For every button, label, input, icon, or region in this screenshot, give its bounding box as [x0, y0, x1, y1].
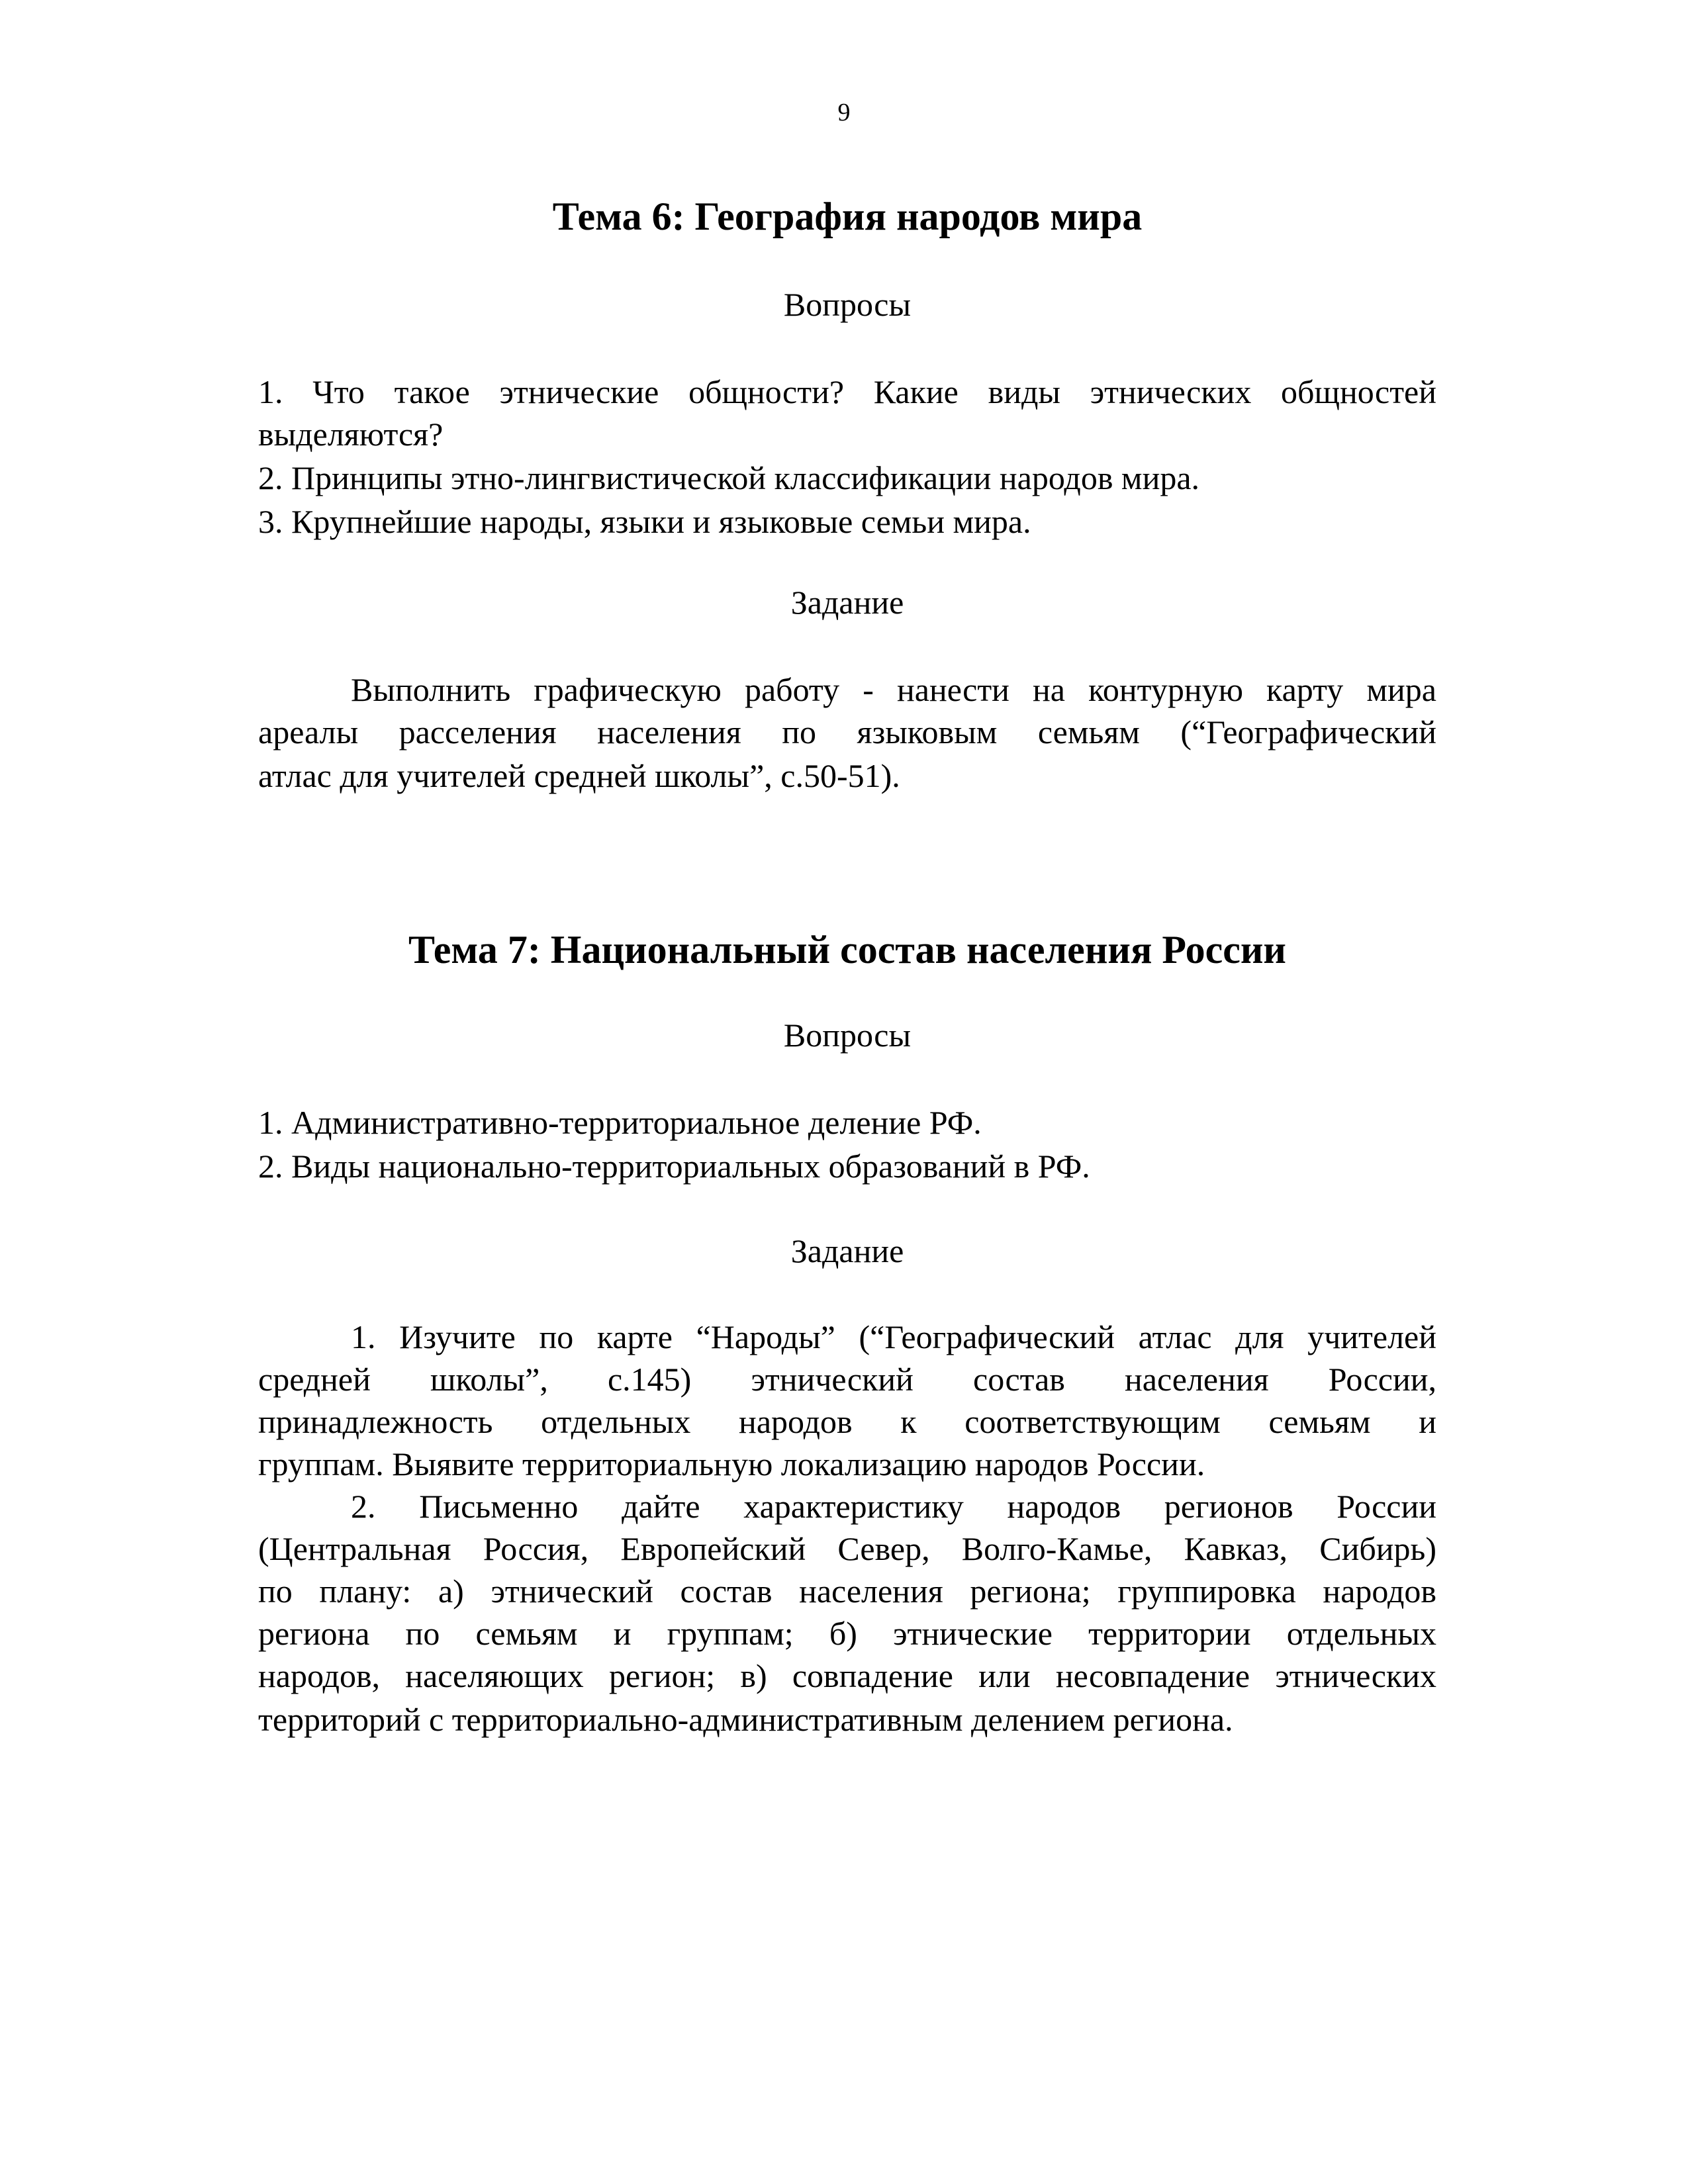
topic-6-title: Тема 6: География народов мира	[552, 195, 1143, 238]
topic-6-question-1-cont: выделяются?	[258, 416, 444, 453]
topic-7-task-label: Задание	[790, 1232, 904, 1269]
topic-7-task2-line-1: 2. Письменно дайте характеристику народов регионов России	[351, 1488, 1436, 1525]
topic-7-task2-line-6: территорий с территориально-административным делением региона.	[258, 1701, 1233, 1738]
topic-6-task-line-1: Выполнить графическую работу - нанести на контурную карту мира	[351, 671, 1436, 708]
topic-6-question-1: 1. Что такое этнические общности? Какие виды этнических общностей	[258, 373, 1436, 410]
topic-6-task-label: Задание	[790, 584, 904, 621]
topic-7-question-1: 1. Административно-территориальное деление РФ.	[258, 1104, 982, 1141]
topic-6-questions-label: Вопросы	[783, 286, 912, 323]
topic-7-question-2: 2. Виды национально-территориальных образований в РФ.	[258, 1148, 1090, 1185]
topic-7-title: Тема 7: Национальный состав населения России	[408, 928, 1286, 972]
topic-6-task-line-2: ареалы расселения населения по языковым семьям (“Географический	[258, 713, 1436, 751]
topic-7-task1-line-1: 1. Изучите по карте “Народы” (“Географический атлас для учителей	[351, 1318, 1436, 1355]
page-number: 9	[837, 99, 851, 126]
topic-7-task1-line-2: средней школы”, с.145) этнический состав населения России,	[258, 1361, 1436, 1398]
topic-6-task-line-3: атлас для учителей средней школы”, с.50-51).	[258, 757, 900, 794]
topic-6-question-3: 3. Крупнейшие народы, языки и языковые семьи мира.	[258, 503, 1031, 540]
topic-7-task2-line-5: народов, населяющих регион; в) совпадение или несовпадение этнических	[258, 1657, 1436, 1694]
topic-7-task2-line-4: региона по семьям и группам; б) этнические территории отдельных	[258, 1615, 1436, 1652]
topic-7-task1-line-4: группам. Выявите территориальную локализацию народов России.	[258, 1445, 1205, 1482]
topic-7-task1-line-3: принадлежность отдельных народов к соответствующим семьям и	[258, 1403, 1436, 1440]
topic-6-question-2: 2. Принципы этно-лингвистической классификации народов мира.	[258, 459, 1200, 496]
topic-7-questions-label: Вопросы	[783, 1017, 912, 1054]
topic-7-task2-line-2: (Центральная Россия, Европейский Север, Волго-Камье, Кавказ, Сибирь)	[258, 1530, 1436, 1567]
topic-7-task2-line-3: по плану: а) этнический состав населения региона; группировка народов	[258, 1572, 1436, 1610]
